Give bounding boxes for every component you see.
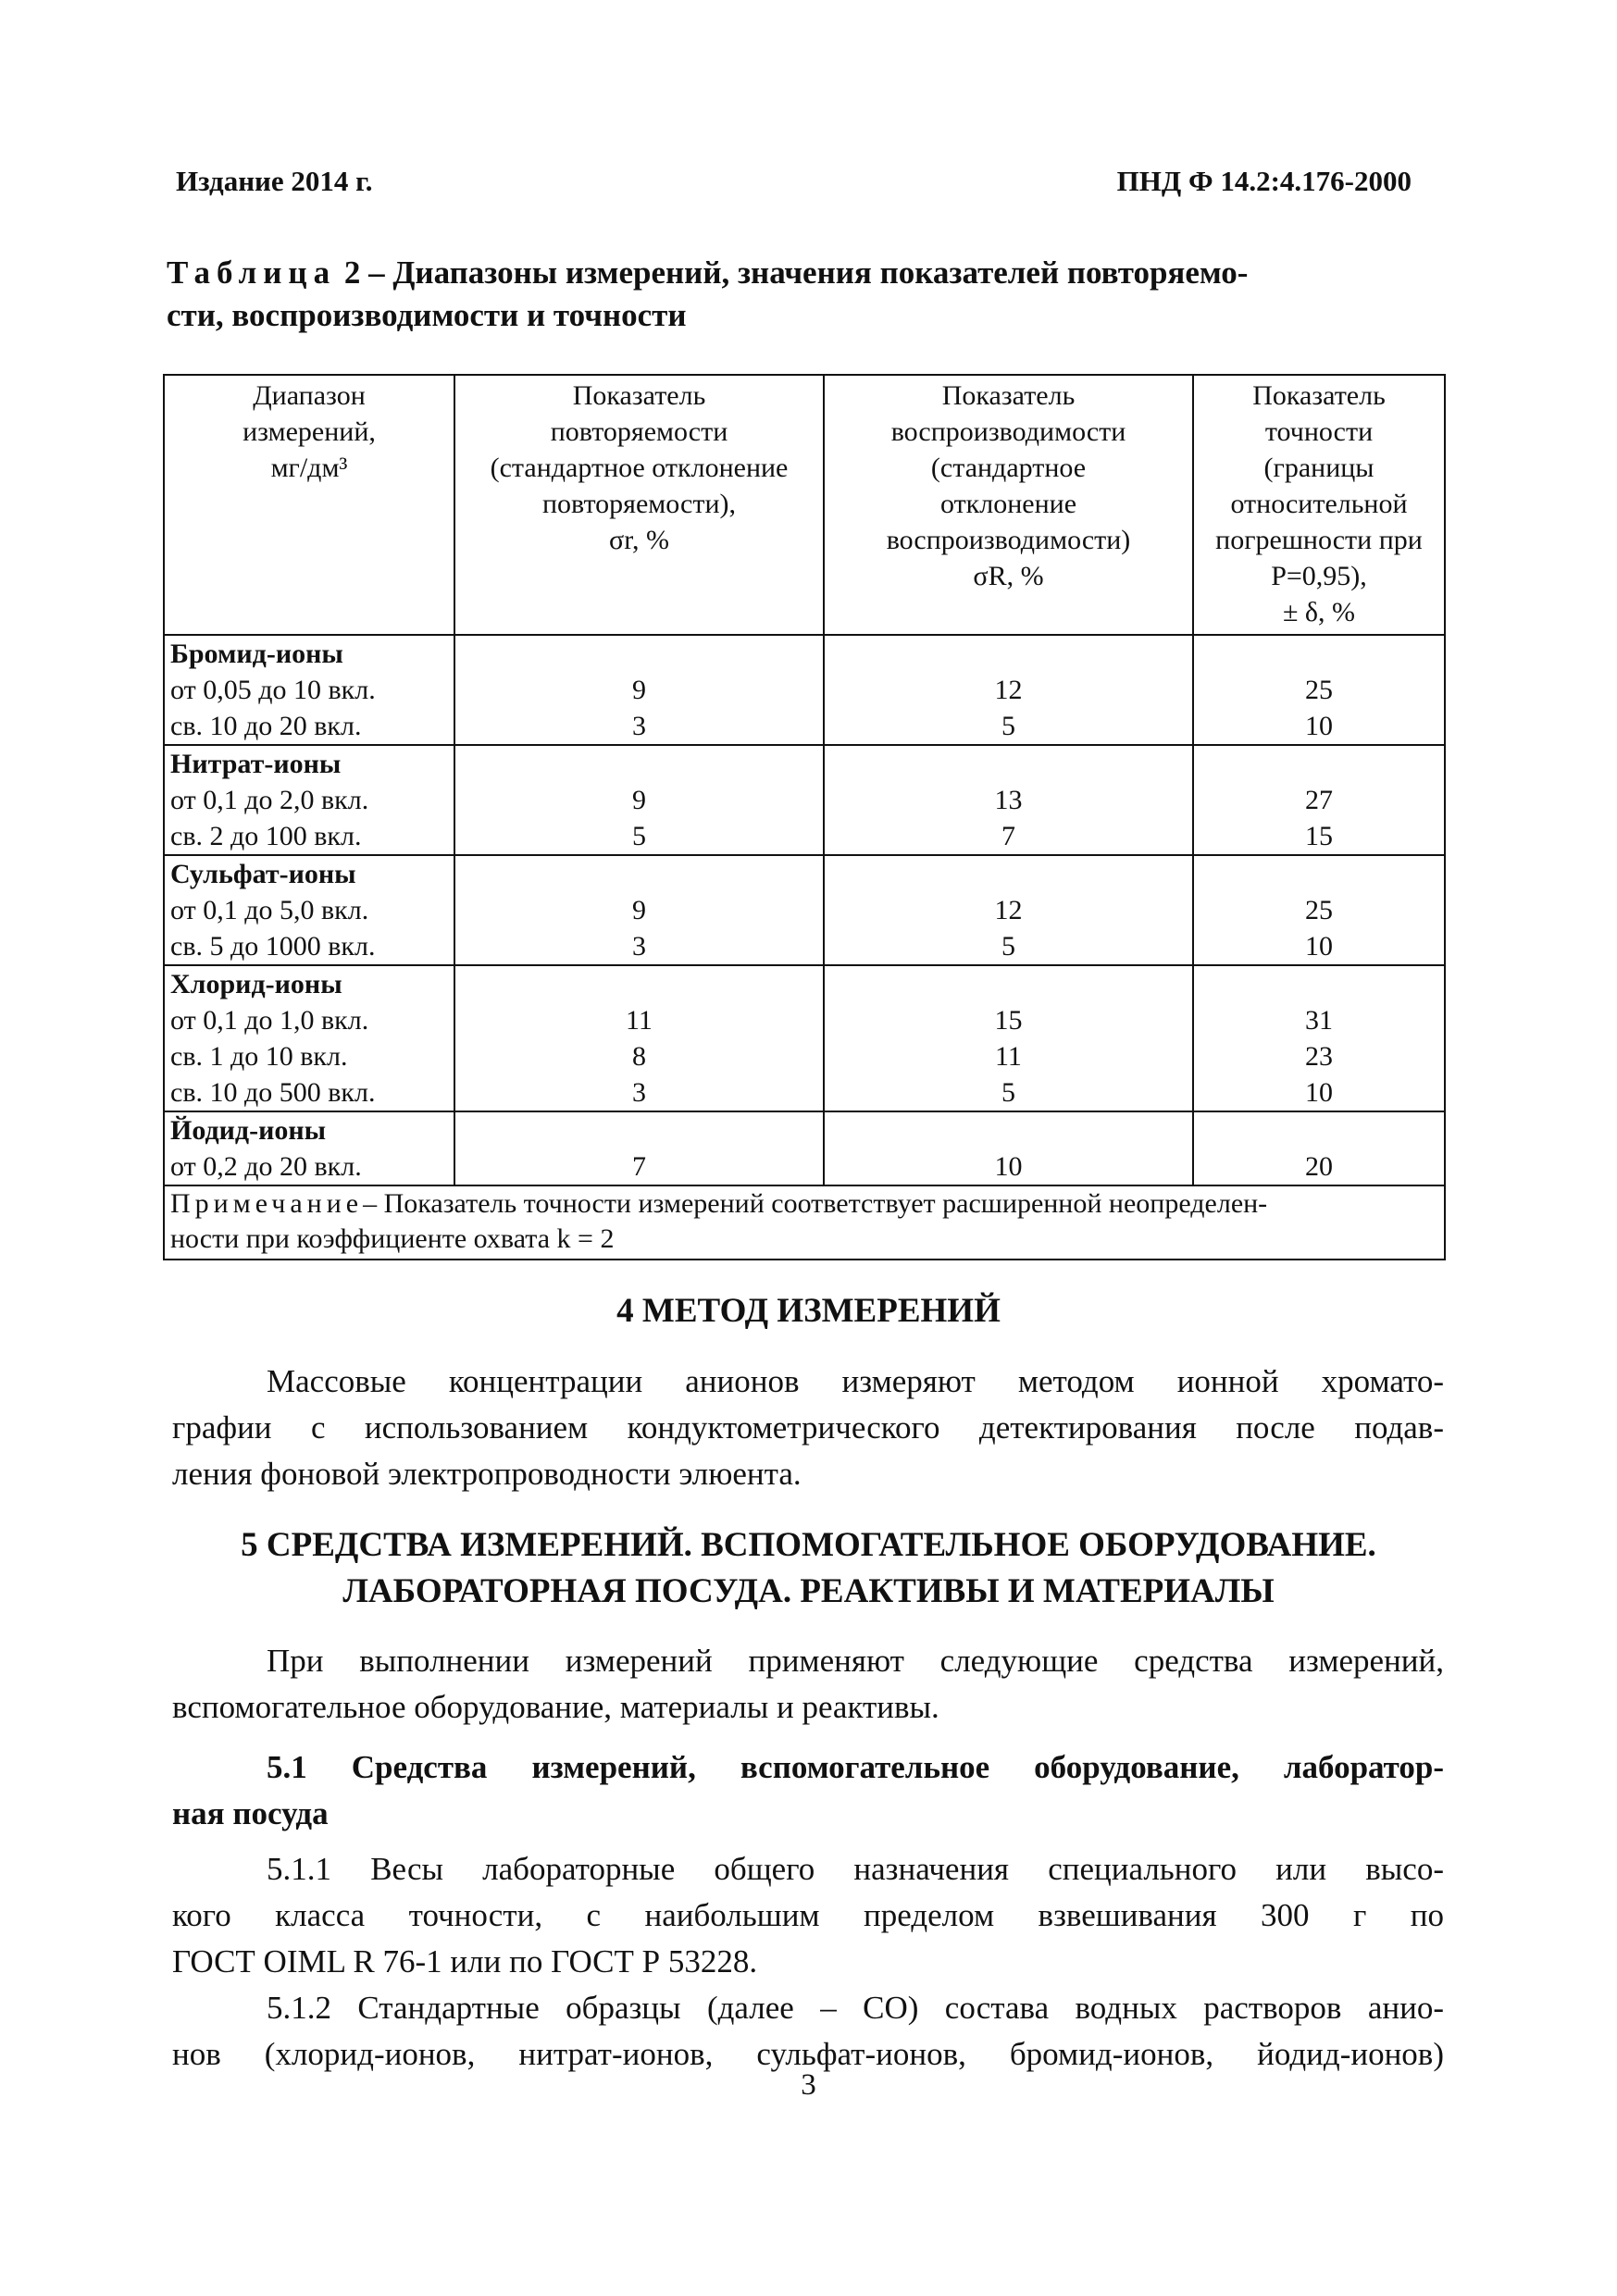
indicator-value: 3 <box>632 931 646 962</box>
indicator-value: 13 <box>994 785 1023 815</box>
paragraph-line: ная посуда <box>172 1795 329 1831</box>
table-note <box>164 1185 1445 1260</box>
indicator-value: 31 <box>1305 1005 1333 1036</box>
spacer <box>830 966 1187 1002</box>
reproducibility-cell <box>824 965 1193 1111</box>
range-cell <box>164 855 454 965</box>
subsection-5-1-title <box>172 1744 1444 1837</box>
spacer <box>461 636 817 672</box>
reproducibility-cell <box>824 855 1193 965</box>
accuracy-cell <box>1193 745 1445 855</box>
indicator-value: 10 <box>1305 711 1333 741</box>
indicator-value: 25 <box>1305 675 1333 705</box>
indicator-value: 10 <box>1305 1077 1333 1108</box>
header-text: повторяемости), <box>541 489 736 519</box>
paragraph-line: ления фоновой электропроводности элюента. <box>172 1456 802 1492</box>
paragraph-line: ГОСТ OIML R 76-1 или по ГОСТ Р 53228. <box>172 1943 758 1980</box>
indicator-value: 5 <box>1001 1077 1015 1108</box>
repeatability-cell <box>454 965 824 1111</box>
indicator-value: 11 <box>626 1005 653 1036</box>
accuracy-cell <box>1193 1111 1445 1185</box>
ion-group-name: Йодид-ионы <box>170 1115 327 1146</box>
section-5-intro <box>172 1638 1444 1731</box>
repeatability-cell <box>454 1111 824 1185</box>
table-row <box>164 855 1445 965</box>
section-5-title-line-2: ЛАБОРАТОРНАЯ ПОСУДА. РЕАКТИВЫ И МАТЕРИАЛЫ <box>342 1572 1275 1610</box>
range-cell <box>164 965 454 1111</box>
header-reproducibility <box>824 375 1193 635</box>
table-caption-number: 2 <box>343 254 361 291</box>
indicator-value: 3 <box>632 1077 646 1108</box>
measurement-table <box>163 374 1446 1260</box>
header-text: относительной <box>1230 489 1408 519</box>
spacer <box>461 1112 817 1148</box>
paragraph-line: 5.1.1 Весы лабораторные общего назначения специального или высо- <box>267 1851 1444 1887</box>
paragraph-line: кого класса точности, с наибольшим пределом взвешивания 300 г по <box>172 1897 1444 1933</box>
edition-label: Издание 2014 г. <box>176 165 373 197</box>
section-4-paragraph <box>172 1359 1444 1497</box>
paragraph-5-1-2 <box>172 1985 1444 2078</box>
paragraph-line: Массовые концентрации анионов измеряют методом ионной хромато- <box>267 1363 1444 1399</box>
table-caption <box>167 252 1435 337</box>
indicator-value: 10 <box>994 1151 1023 1182</box>
header-text: измерений, <box>243 416 376 447</box>
indicator-value: 9 <box>632 785 646 815</box>
spacer <box>830 746 1187 782</box>
indicator-value: 20 <box>1305 1151 1333 1182</box>
spacer <box>830 1112 1187 1148</box>
table-body <box>164 635 1445 1185</box>
indicator-value: 9 <box>632 895 646 925</box>
header-text: σr, % <box>609 525 669 555</box>
paragraph-line: вспомогательное оборудование, материалы и реактивы. <box>172 1689 939 1725</box>
spacer <box>1200 636 1438 672</box>
section-5-title <box>0 1522 1617 1615</box>
header-text: Показатель <box>572 380 706 411</box>
range-cell <box>164 745 454 855</box>
header-text: повторяемости <box>550 416 728 447</box>
reproducibility-cell <box>824 745 1193 855</box>
spacer <box>461 966 817 1002</box>
accuracy-cell <box>1193 635 1445 745</box>
spacer <box>1200 746 1438 782</box>
table-caption-label: Таблица <box>167 254 337 291</box>
range-value: от 0,1 до 5,0 вкл. <box>170 895 369 925</box>
range-value: св. 2 до 100 вкл. <box>170 821 362 851</box>
header-text: Показатель <box>941 380 1076 411</box>
indicator-value: 10 <box>1305 931 1333 962</box>
header-text: σR, % <box>973 561 1044 591</box>
paragraph-line: 5.1 Средства измерений, вспомогательное оборудование, лаборатор- <box>267 1749 1444 1785</box>
range-value: от 0,1 до 2,0 вкл. <box>170 785 369 815</box>
ion-group-name: Хлорид-ионы <box>170 969 342 999</box>
range-value: от 0,1 до 1,0 вкл. <box>170 1005 369 1036</box>
repeatability-cell <box>454 635 824 745</box>
repeatability-cell <box>454 745 824 855</box>
page-number: 3 <box>801 2068 816 2102</box>
header-text: P=0,95), <box>1271 561 1367 591</box>
table-note-row <box>164 1185 1445 1260</box>
range-value: св. 5 до 1000 вкл. <box>170 931 376 962</box>
header-accuracy <box>1193 375 1445 635</box>
section-4-title: 4 МЕТОД ИЗМЕРЕНИЙ <box>616 1292 1001 1330</box>
spacer <box>461 746 817 782</box>
indicator-value: 11 <box>995 1041 1022 1072</box>
header-text: (границы <box>1263 453 1374 483</box>
spacer <box>830 856 1187 892</box>
header-text: ± δ, % <box>1282 597 1356 627</box>
range-value: св. 10 до 20 вкл. <box>170 711 362 741</box>
spacer <box>1200 1112 1438 1148</box>
reproducibility-cell <box>824 635 1193 745</box>
header-text: (стандартное <box>930 453 1087 483</box>
table-row <box>164 1111 1445 1185</box>
ion-group-name: Бромид-ионы <box>170 639 343 669</box>
accuracy-cell <box>1193 855 1445 965</box>
header-text: Диапазон <box>253 380 366 411</box>
range-cell <box>164 635 454 745</box>
note-text-1: – Показатель точности измерений соответствует расширенной неопределен- <box>363 1188 1268 1219</box>
section-5-title-line-1: 5 СРЕДСТВА ИЗМЕРЕНИЙ. ВСПОМОГАТЕЛЬНОЕ ОБОРУДОВАНИЕ. <box>241 1526 1376 1564</box>
indicator-value: 7 <box>1001 821 1015 851</box>
header-text: мг/дм³ <box>270 453 348 483</box>
table-header-row <box>164 375 1445 635</box>
header-text: (стандартное отклонение <box>490 453 789 483</box>
paragraph-line: нов (хлорид-ионов, нитрат-ионов, сульфат-ионов, бромид-ионов, йодид-ионов) <box>172 2036 1444 2072</box>
indicator-value: 23 <box>1305 1041 1333 1072</box>
indicator-value: 5 <box>1001 931 1015 962</box>
header-text: точности <box>1264 416 1374 447</box>
spacer <box>1200 856 1438 892</box>
ion-group-name: Нитрат-ионы <box>170 749 342 779</box>
paragraph-line: 5.1.2 Стандартные образцы (далее – СО) состава водных растворов анио- <box>267 1990 1444 2026</box>
indicator-value: 25 <box>1305 895 1333 925</box>
header-text: Показатель <box>1252 380 1386 411</box>
range-value: от 0,05 до 10 вкл. <box>170 675 376 705</box>
header-range <box>164 375 454 635</box>
header-text: воспроизводимости <box>890 416 1126 447</box>
indicator-value: 8 <box>632 1041 646 1072</box>
indicator-value: 27 <box>1305 785 1333 815</box>
table-caption-text-1: – Диапазоны измерений, значения показателей повторяемо- <box>368 254 1249 291</box>
indicator-value: 5 <box>632 821 646 851</box>
indicator-value: 12 <box>994 675 1023 705</box>
indicator-value: 3 <box>632 711 646 741</box>
table-row <box>164 635 1445 745</box>
repeatability-cell <box>454 855 824 965</box>
indicator-value: 15 <box>1305 821 1333 851</box>
paragraph-5-1-1 <box>172 1846 1444 1985</box>
spacer <box>830 636 1187 672</box>
spacer <box>461 856 817 892</box>
range-value: от 0,2 до 20 вкл. <box>170 1151 362 1182</box>
table-caption-text-2: сти, воспроизводимости и точности <box>167 297 687 333</box>
spacer <box>1200 966 1438 1002</box>
header-text: воспроизводимости) <box>886 525 1131 555</box>
table-row <box>164 745 1445 855</box>
indicator-value: 12 <box>994 895 1023 925</box>
header-text: погрешности при <box>1215 525 1423 555</box>
ion-group-name: Сульфат-ионы <box>170 859 356 889</box>
paragraph-line: При выполнении измерений применяют следующие средства измерений, <box>267 1643 1444 1679</box>
range-value: св. 10 до 500 вкл. <box>170 1077 376 1108</box>
header-repeatability <box>454 375 824 635</box>
indicator-value: 9 <box>632 675 646 705</box>
indicator-value: 5 <box>1001 711 1015 741</box>
document-code: ПНД Ф 14.2:4.176-2000 <box>1116 165 1412 197</box>
paragraph-line: графии с использованием кондуктометрического детектирования после подав- <box>172 1409 1444 1446</box>
reproducibility-cell <box>824 1111 1193 1185</box>
range-cell <box>164 1111 454 1185</box>
note-label: Примечание <box>170 1188 364 1219</box>
indicator-value: 7 <box>632 1151 646 1182</box>
header-text: отклонение <box>939 489 1077 519</box>
indicator-value: 15 <box>994 1005 1023 1036</box>
note-text-2: ности при коэффициенте охвата k = 2 <box>170 1223 615 1254</box>
range-value: св. 1 до 10 вкл. <box>170 1041 348 1072</box>
table-row <box>164 965 1445 1111</box>
accuracy-cell <box>1193 965 1445 1111</box>
